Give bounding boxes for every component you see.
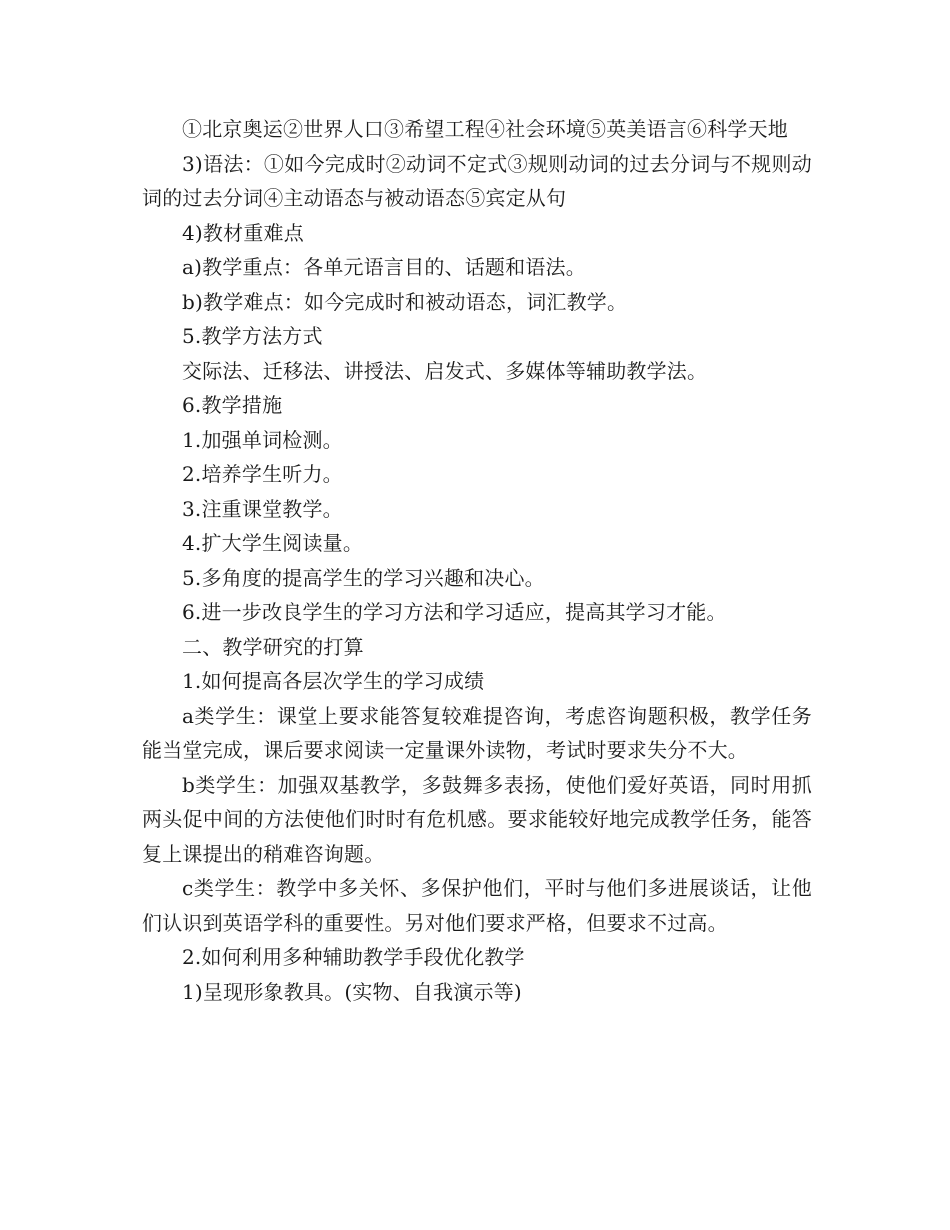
list-item-measure-4: 4.扩大学生阅读量。 (182, 531, 364, 555)
paragraph-methods: 交际法、迁移法、讲授法、启发式、多媒体等辅助教学法。 (182, 358, 708, 383)
document-body (142, 112, 812, 1009)
paragraph-methods-heading: 5.教学方法方式 (182, 324, 323, 348)
paragraph-visual-aids: 1)呈现形象教具。(实物、自我演示等) (182, 979, 522, 1004)
paragraph-measures-heading: 6.教学措施 (182, 393, 283, 417)
list-item-measure-6: 6.进一步改良学生的学习方法和学习适应，提高其学习才能。 (182, 600, 727, 624)
paragraph-teaching-focus: a)教学重点：各单元语言目的、话题和语法。 (182, 255, 586, 279)
list-item-measure-1: 1.加强单词检测。 (182, 427, 343, 452)
paragraph-teaching-difficulty: b)教学难点：如今完成时和被动语态，词汇教学。 (182, 289, 628, 314)
paragraph-grammar: 3)语法：①如今完成时②动词不定式③规则动词的过去分词与不规则动词的过去分词④主动语态与被动语态⑤宾定从句 (142, 151, 812, 210)
paragraph-teaching-aids-heading: 2.如何利用多种辅助教学手段优化教学 (182, 945, 525, 969)
paragraph-improve-grades-heading: 1.如何提高各层次学生的学习成绩 (182, 669, 485, 693)
list-item-measure-2: 2.培养学生听力。 (182, 462, 343, 486)
paragraph-class-b-students: b类学生：加强双基教学，多鼓舞多表扬，使他们爱好英语，同时用抓两头促中间的方法使他们时时有危机感。要求能较好地完成教学任务，能答复上课提出的稍难咨询题。 (142, 772, 812, 866)
paragraph-key-points-heading: 4)教材重难点 (182, 220, 304, 245)
paragraph-topics-list: ①北京奥运②世界人口③希望工程④社会环境⑤英美语言⑥科学天地 (182, 117, 788, 141)
list-item-measure-3: 3.注重课堂教学。 (182, 496, 343, 521)
section-heading-research-plan: 二、教学研究的打算 (182, 634, 364, 659)
list-item-measure-5: 5.多角度的提高学生的学习兴趣和决心。 (182, 565, 545, 590)
paragraph-class-c-students: c类学生：教学中多关怀、多保护他们，平时与他们多进展谈话，让他们认识到英语学科的重要性。另对他们要求严格，但要求不过高。 (142, 876, 812, 935)
paragraph-class-a-students: a类学生：课堂上要求能答复较难提咨询，考虑咨询题积极，教学任务能当堂完成，课后要求阅读一定量课外读物，考试时要求失分不大。 (142, 703, 812, 762)
